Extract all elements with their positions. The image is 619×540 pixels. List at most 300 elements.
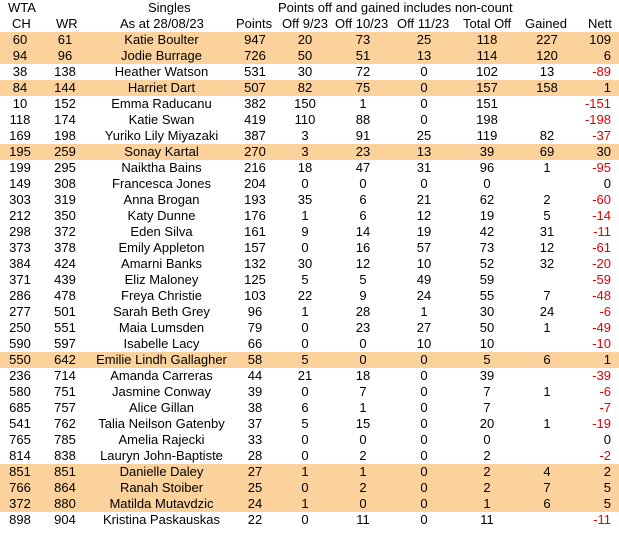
cell-off-10-23: 47 [355, 160, 371, 175]
cell-gained: 1 [543, 416, 551, 431]
cell-points: 125 [244, 272, 266, 287]
cell-off-11-23: 13 [393, 48, 455, 64]
cell-points: 103 [244, 288, 266, 303]
header-wta: WTA [8, 0, 36, 15]
cell-nett: 5 [575, 496, 619, 512]
cell-gained: 1 [543, 384, 551, 399]
cell-ch: 766 [0, 480, 40, 496]
cell-off-9-23: 0 [301, 336, 309, 351]
cell-gained: 69 [519, 144, 575, 160]
cell-off-11-23: 0 [393, 464, 455, 480]
header-as-at: As at 28/08/23 [120, 16, 204, 31]
cell-wr: 319 [54, 192, 76, 207]
table-row [0, 416, 619, 432]
table-row [0, 448, 619, 464]
cell-off-10-23: 88 [355, 112, 371, 127]
cell-total-off: 7 [483, 384, 491, 399]
cell-points: 66 [247, 336, 263, 351]
cell-wr: 424 [54, 256, 76, 271]
cell-wr: 880 [40, 496, 90, 512]
cell-off-9-23: 50 [277, 48, 333, 64]
cell-nett: -20 [592, 256, 611, 271]
cell-off-10-23: 0 [333, 352, 393, 368]
cell-wr: 144 [40, 80, 90, 96]
cell-gained: 6 [519, 496, 575, 512]
cell-gained: 4 [519, 464, 575, 480]
header-ch: CH [12, 16, 31, 31]
cell-points: 204 [244, 176, 266, 191]
cell-ch: 765 [9, 432, 31, 447]
cell-ch: 169 [9, 128, 31, 143]
cell-points: 58 [233, 352, 277, 368]
cell-gained: 31 [539, 224, 555, 239]
cell-gained: 1 [543, 320, 551, 335]
cell-nett: -39 [592, 368, 611, 383]
cell-off-11-23: 0 [420, 432, 428, 447]
cell-off-9-23: 6 [301, 400, 309, 415]
cell-ch: 277 [9, 304, 31, 319]
cell-off-10-23: 23 [333, 144, 393, 160]
cell-name: Eliz Maloney [124, 272, 199, 287]
cell-wr: 295 [54, 160, 76, 175]
cell-name: Isabelle Lacy [123, 336, 200, 351]
cell-total-off: 2 [455, 480, 519, 496]
cell-nett: -2 [599, 448, 611, 463]
cell-off-9-23: 150 [294, 96, 316, 111]
cell-total-off: 157 [455, 80, 519, 96]
table-row [0, 48, 619, 64]
cell-off-10-23: 6 [359, 208, 367, 223]
cell-gained [519, 112, 575, 128]
cell-nett: -6 [599, 384, 611, 399]
table-row [0, 368, 619, 384]
cell-points: 79 [247, 320, 263, 335]
table-row [0, 208, 619, 224]
cell-gained: 7 [519, 480, 575, 496]
cell-points: 157 [244, 240, 266, 255]
cell-wr: 642 [40, 352, 90, 368]
cell-ch: 60 [0, 32, 40, 48]
cell-off-10-23: 91 [355, 128, 371, 143]
cell-total-off: 19 [479, 208, 495, 223]
cell-points: 33 [247, 432, 263, 447]
table-row [0, 32, 619, 48]
cell-ch: 212 [9, 208, 31, 223]
cell-points: 176 [244, 208, 266, 223]
table-row [0, 496, 619, 512]
cell-nett: -19 [592, 416, 611, 431]
cell-off-11-23: 49 [416, 272, 432, 287]
cell-off-11-23: 0 [393, 496, 455, 512]
cell-wr: 259 [40, 144, 90, 160]
table-row [0, 160, 619, 176]
cell-points: 25 [233, 480, 277, 496]
cell-nett: -151 [584, 96, 611, 111]
cell-off-10-23: 1 [359, 96, 367, 111]
cell-off-11-23: 31 [416, 160, 432, 175]
cell-name: Talia Neilson Gatenby [98, 416, 225, 431]
table-row [0, 480, 619, 496]
header-wr: WR [56, 16, 78, 31]
cell-gained: 6 [519, 352, 575, 368]
cell-off-11-23: 0 [420, 512, 428, 527]
cell-ch: 550 [0, 352, 40, 368]
cell-nett: -59 [592, 272, 611, 287]
cell-ch: 236 [9, 368, 31, 383]
cell-off-11-23: 57 [416, 240, 432, 255]
cell-points: 947 [233, 32, 277, 48]
cell-off-10-23: 16 [355, 240, 371, 255]
table-row [0, 96, 619, 112]
cell-ch: 286 [9, 288, 31, 303]
cell-name: Danielle Daley [90, 464, 233, 480]
cell-nett: -48 [592, 288, 611, 303]
cell-ch: 38 [12, 64, 28, 79]
cell-gained [519, 272, 575, 288]
cell-off-11-23: 0 [420, 176, 428, 191]
cell-wr: 501 [54, 304, 76, 319]
table-row [0, 192, 619, 208]
cell-gained [519, 176, 575, 192]
cell-off-10-23: 11 [356, 512, 370, 527]
cell-gained [519, 512, 575, 528]
cell-gained: 7 [543, 288, 551, 303]
table-row [0, 384, 619, 400]
cell-off-9-23: 0 [301, 176, 309, 191]
cell-off-11-23: 13 [393, 144, 455, 160]
header-off-10-23: Off 10/23 [335, 16, 389, 31]
cell-points: 37 [247, 416, 263, 431]
cell-ch: 371 [9, 272, 31, 287]
table-row [0, 352, 619, 368]
table-row [0, 336, 619, 352]
cell-total-off: 20 [479, 416, 495, 431]
cell-gained: 1 [543, 160, 551, 175]
cell-points: 38 [247, 400, 263, 415]
cell-name: Ranah Stoiber [90, 480, 233, 496]
cell-nett: 1 [575, 352, 619, 368]
rankings-body [0, 32, 619, 528]
cell-gained: 227 [519, 32, 575, 48]
table-row [0, 240, 619, 256]
cell-points: 270 [233, 144, 277, 160]
cell-name: Matilda Mutavdzic [90, 496, 233, 512]
cell-nett: 0 [603, 176, 611, 191]
cell-gained: 158 [519, 80, 575, 96]
table-row [0, 112, 619, 128]
cell-nett: 6 [575, 48, 619, 64]
cell-off-10-23: 15 [355, 416, 371, 431]
cell-off-10-23: 72 [355, 64, 371, 79]
cell-nett: 109 [575, 32, 619, 48]
cell-off-11-23: 24 [416, 288, 432, 303]
table-row [0, 272, 619, 288]
cell-name: Emma Raducanu [111, 96, 212, 111]
cell-total-off: 50 [479, 320, 495, 335]
cell-off-10-23: 0 [333, 496, 393, 512]
cell-ch: 898 [9, 512, 31, 527]
cell-gained: 24 [539, 304, 555, 319]
cell-off-10-23: 51 [333, 48, 393, 64]
cell-name: Harriet Dart [90, 80, 233, 96]
cell-name: Kristina Paskauskas [102, 512, 221, 527]
cell-gained [519, 400, 575, 416]
cell-nett: -49 [592, 320, 611, 335]
cell-total-off: 55 [479, 288, 495, 303]
cell-nett: -198 [584, 112, 611, 127]
cell-name: Maia Lumsden [118, 320, 205, 335]
cell-total-off: 59 [479, 272, 495, 287]
cell-off-9-23: 1 [301, 304, 309, 319]
cell-off-11-23: 0 [393, 80, 455, 96]
cell-wr: 378 [54, 240, 76, 255]
cell-gained [519, 336, 575, 352]
cell-off-9-23: 0 [301, 320, 309, 335]
cell-off-11-23: 10 [416, 256, 432, 271]
cell-off-11-23: 0 [420, 112, 428, 127]
cell-off-11-23: 1 [420, 304, 428, 319]
cell-gained: 2 [543, 192, 551, 207]
table-row [0, 288, 619, 304]
cell-nett: -60 [592, 192, 611, 207]
cell-total-off: 1 [455, 496, 519, 512]
cell-wr: 864 [40, 480, 90, 496]
cell-name: Naiktha Bains [121, 160, 202, 175]
cell-off-11-23: 25 [416, 128, 432, 143]
cell-nett: -89 [592, 64, 611, 79]
cell-ch: 372 [0, 496, 40, 512]
cell-off-9-23: 5 [301, 416, 309, 431]
cell-ch: 541 [9, 416, 31, 431]
table-row [0, 64, 619, 80]
rankings-table [0, 32, 619, 528]
cell-off-9-23: 3 [301, 128, 309, 143]
cell-ch: 149 [9, 176, 31, 191]
cell-ch: 851 [0, 464, 40, 480]
cell-wr: 785 [54, 432, 76, 447]
cell-points: 44 [247, 368, 263, 383]
table-row [0, 400, 619, 416]
cell-wr: 551 [54, 320, 76, 335]
header-caption: Points off and gained includes non-count [278, 0, 513, 15]
cell-wr: 350 [54, 208, 76, 223]
cell-off-10-23: 0 [359, 176, 367, 191]
cell-wr: 757 [54, 400, 76, 415]
cell-ch: 373 [9, 240, 31, 255]
cell-name: Jasmine Conway [112, 384, 211, 399]
cell-total-off: 2 [455, 464, 519, 480]
cell-off-9-23: 30 [297, 64, 313, 79]
cell-off-10-23: 9 [359, 288, 367, 303]
cell-points: 387 [244, 128, 266, 143]
cell-points: 507 [233, 80, 277, 96]
cell-nett: 1 [575, 80, 619, 96]
cell-off-9-23: 0 [301, 512, 309, 527]
cell-ch: 814 [9, 448, 31, 463]
cell-name: Amanda Carreras [110, 368, 213, 383]
table-row [0, 320, 619, 336]
cell-wr: 838 [54, 448, 76, 463]
table-row [0, 464, 619, 480]
cell-off-9-23: 21 [297, 368, 313, 383]
cell-nett: -95 [592, 160, 611, 175]
table-row [0, 304, 619, 320]
cell-wr: 478 [54, 288, 76, 303]
cell-off-10-23: 12 [355, 256, 371, 271]
cell-points: 132 [244, 256, 266, 271]
cell-off-11-23: 12 [416, 208, 432, 223]
cell-wr: 308 [54, 176, 76, 191]
header-points: Points [236, 16, 273, 31]
cell-name: Katie Swan [128, 112, 195, 127]
cell-ch: 298 [9, 224, 31, 239]
table-row [0, 128, 619, 144]
cell-nett: -7 [599, 400, 611, 415]
cell-off-11-23: 0 [420, 416, 428, 431]
cell-name: Katie Boulter [90, 32, 233, 48]
cell-wr: 198 [54, 128, 76, 143]
cell-wr: 174 [54, 112, 76, 127]
cell-wr: 439 [54, 272, 76, 287]
cell-nett: -10 [592, 336, 611, 351]
cell-name: Amarni Banks [121, 256, 202, 271]
cell-nett: -11 [593, 224, 611, 239]
cell-name: Emilie Lindh Gallagher [90, 352, 233, 368]
cell-points: 161 [244, 224, 266, 239]
table-row [0, 512, 619, 528]
cell-points: 27 [233, 464, 277, 480]
cell-ch: 84 [0, 80, 40, 96]
cell-wr: 851 [40, 464, 90, 480]
cell-nett: -37 [592, 128, 611, 143]
cell-ch: 580 [9, 384, 31, 399]
header-off-11-23: Off 11/23 [397, 16, 450, 31]
cell-name: Heather Watson [114, 64, 209, 79]
cell-off-9-23: 1 [277, 496, 333, 512]
cell-total-off: 151 [476, 96, 498, 111]
cell-off-9-23: 0 [301, 432, 309, 447]
table-row [0, 144, 619, 160]
cell-off-9-23: 1 [301, 208, 309, 223]
cell-gained: 12 [539, 240, 555, 255]
cell-total-off: 73 [479, 240, 495, 255]
cell-nett: 30 [575, 144, 619, 160]
cell-wr: 714 [54, 368, 76, 383]
cell-off-10-23: 1 [333, 464, 393, 480]
cell-total-off: 52 [479, 256, 495, 271]
cell-off-10-23: 0 [359, 432, 367, 447]
cell-off-9-23: 9 [301, 224, 309, 239]
cell-name: Katy Dunne [127, 208, 196, 223]
cell-ch: 590 [9, 336, 31, 351]
cell-gained [519, 96, 575, 112]
cell-off-11-23: 0 [420, 384, 428, 399]
cell-ch: 118 [9, 112, 31, 127]
cell-points: 419 [244, 112, 266, 127]
cell-name: Anna Brogan [123, 192, 200, 207]
cell-total-off: 39 [479, 368, 495, 383]
cell-off-9-23: 0 [301, 448, 309, 463]
cell-wr: 152 [54, 96, 76, 111]
cell-off-11-23: 0 [420, 400, 428, 415]
cell-name: Amelia Rajecki [118, 432, 205, 447]
cell-off-10-23: 23 [355, 320, 371, 335]
cell-off-11-23: 0 [420, 368, 428, 383]
cell-ch: 250 [9, 320, 31, 335]
cell-name: Sarah Beth Grey [113, 304, 210, 319]
cell-off-9-23: 22 [297, 288, 313, 303]
cell-name: Jodie Burrage [90, 48, 233, 64]
cell-off-11-23: 0 [420, 64, 428, 79]
cell-off-9-23: 0 [277, 480, 333, 496]
cell-name: Freya Christie [121, 288, 202, 303]
cell-points: 39 [247, 384, 263, 399]
cell-wr: 762 [54, 416, 76, 431]
cell-points: 193 [244, 192, 266, 207]
cell-ch: 685 [9, 400, 31, 415]
cell-off-9-23: 1 [277, 464, 333, 480]
cell-off-10-23: 1 [359, 400, 367, 415]
cell-total-off: 96 [479, 160, 495, 175]
cell-total-off: 7 [483, 400, 491, 415]
cell-total-off: 118 [455, 32, 519, 48]
cell-name: Eden Silva [130, 224, 193, 239]
table-row [0, 256, 619, 272]
cell-name: Emily Appleton [118, 240, 205, 255]
header-singles: Singles [148, 0, 191, 15]
cell-off-10-23: 6 [359, 192, 367, 207]
cell-total-off: 102 [476, 64, 498, 79]
cell-off-10-23: 2 [359, 448, 367, 463]
table-row [0, 432, 619, 448]
header-gained: Gained [525, 16, 567, 31]
cell-off-10-23: 5 [359, 272, 367, 287]
cell-gained [519, 448, 575, 464]
cell-gained: 13 [539, 64, 555, 79]
header-nett: Nett [588, 16, 612, 31]
table-row [0, 176, 619, 192]
cell-ch: 10 [12, 96, 28, 111]
cell-name: Francesca Jones [112, 176, 211, 191]
cell-total-off: 62 [479, 192, 495, 207]
cell-wr: 372 [54, 224, 76, 239]
cell-total-off: 10 [479, 336, 495, 351]
cell-ch: 384 [9, 256, 31, 271]
cell-points: 96 [247, 304, 263, 319]
cell-points: 28 [247, 448, 263, 463]
cell-off-11-23: 0 [393, 480, 455, 496]
cell-points: 216 [244, 160, 266, 175]
cell-name: Lauryn John-Baptiste [100, 448, 223, 463]
cell-wr: 138 [54, 64, 76, 79]
cell-nett: -61 [592, 240, 611, 255]
cell-wr: 96 [40, 48, 90, 64]
cell-off-9-23: 82 [277, 80, 333, 96]
cell-gained: 82 [539, 128, 555, 143]
cell-name: Sonay Kartal [90, 144, 233, 160]
cell-off-10-23: 75 [333, 80, 393, 96]
cell-gained: 120 [519, 48, 575, 64]
cell-off-9-23: 35 [297, 192, 313, 207]
cell-points: 382 [244, 96, 266, 111]
cell-off-9-23: 30 [297, 256, 313, 271]
cell-off-11-23: 0 [420, 96, 428, 111]
cell-wr: 61 [40, 32, 90, 48]
cell-nett: 2 [575, 464, 619, 480]
cell-off-10-23: 18 [355, 368, 371, 383]
cell-name: Alice Gillan [128, 400, 195, 415]
cell-points: 22 [247, 512, 263, 527]
